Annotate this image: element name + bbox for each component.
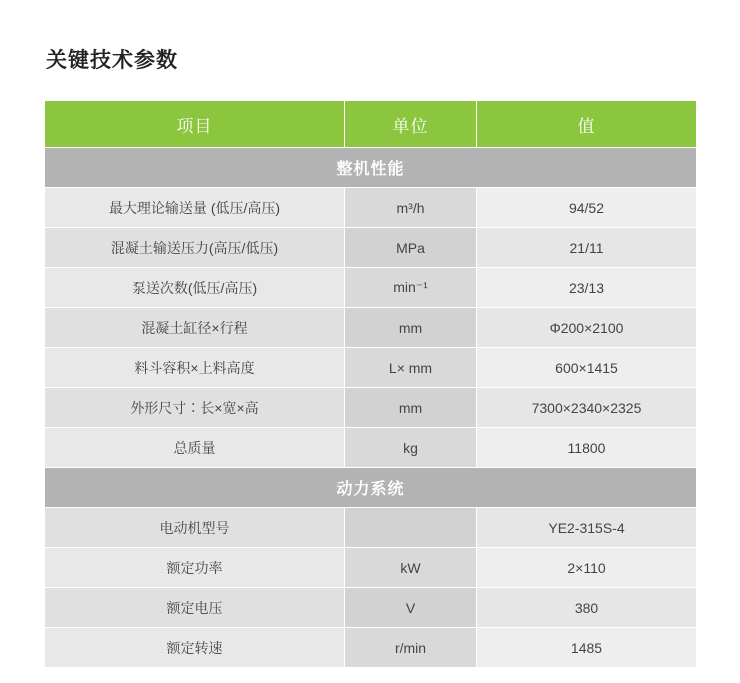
row-name: 混凝土缸径×行程: [45, 308, 345, 348]
row-value: 7300×2340×2325: [477, 388, 697, 428]
row-unit: V: [345, 588, 477, 628]
row-value: Φ200×2100: [477, 308, 697, 348]
row-name: 额定功率: [45, 548, 345, 588]
table-row: [45, 508, 697, 548]
row-name: 最大理论输送量 (低压/高压): [45, 188, 345, 228]
row-unit: L× mm: [345, 348, 477, 388]
spec-table: [44, 100, 697, 668]
row-name: 总质量: [45, 428, 345, 468]
table-row: [45, 268, 697, 308]
row-value: 600×1415: [477, 348, 697, 388]
row-unit: mm: [345, 308, 477, 348]
table-row: [45, 628, 697, 668]
table-header: [45, 101, 697, 148]
page-title: 关键技术参数: [46, 49, 178, 72]
table-row: [45, 588, 697, 628]
row-name: 混凝土输送压力(高压/低压): [45, 228, 345, 268]
row-value: 380: [477, 588, 697, 628]
table-row: [45, 388, 697, 428]
row-unit: min⁻¹: [345, 268, 477, 308]
table-row: [45, 348, 697, 388]
row-name: 泵送次数(低压/高压): [45, 268, 345, 308]
section-title-power-system: 动力系统: [45, 468, 697, 508]
row-unit: [345, 508, 477, 548]
column-header-unit: 单位: [345, 101, 477, 148]
section-header-row: [45, 148, 697, 188]
table-row: [45, 428, 697, 468]
table-header-row: [45, 101, 697, 148]
row-unit: MPa: [345, 228, 477, 268]
section-title-machine-performance: 整机性能: [45, 148, 697, 188]
table-row: [45, 188, 697, 228]
row-name: 料斗容积×上料高度: [45, 348, 345, 388]
row-unit: mm: [345, 388, 477, 428]
row-unit: kg: [345, 428, 477, 468]
row-value: 2×110: [477, 548, 697, 588]
column-header-item: 项目: [45, 101, 345, 148]
row-name: 外形尺寸∶长×宽×高: [45, 388, 345, 428]
row-value: 11800: [477, 428, 697, 468]
row-value: 94/52: [477, 188, 697, 228]
table-row: [45, 548, 697, 588]
table-row: [45, 228, 697, 268]
row-name: 电动机型号: [45, 508, 345, 548]
table-row: [45, 308, 697, 348]
row-value: 21/11: [477, 228, 697, 268]
row-unit: r/min: [345, 628, 477, 668]
row-value: YE2-315S-4: [477, 508, 697, 548]
row-name: 额定电压: [45, 588, 345, 628]
column-header-value: 值: [477, 101, 697, 148]
row-unit: m³/h: [345, 188, 477, 228]
section-header-row: [45, 468, 697, 508]
row-value: 1485: [477, 628, 697, 668]
row-name: 额定转速: [45, 628, 345, 668]
row-unit: kW: [345, 548, 477, 588]
table-body: [45, 148, 697, 668]
row-value: 23/13: [477, 268, 697, 308]
